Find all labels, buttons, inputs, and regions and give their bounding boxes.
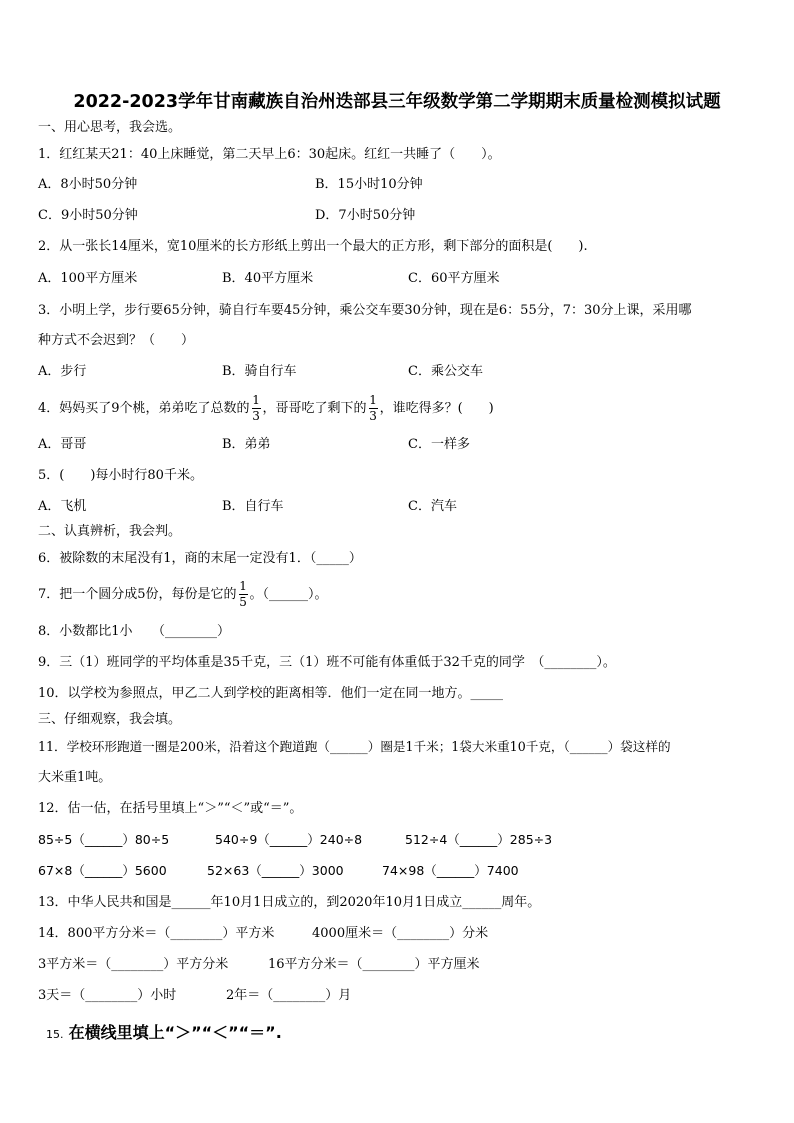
question-15: [46, 1022, 282, 1046]
fraction-one-fifth: [239, 580, 248, 609]
q12-expr-1: 85÷5（______）80÷5: [38, 832, 170, 847]
q12-expr-6: 74×98（______）7400: [382, 863, 519, 878]
q4-text-part-1: 4．妈妈买了9个桃，弟弟吃了总数的: [38, 401, 250, 416]
q1-option-d: D．7小时50分钟: [315, 208, 416, 223]
question-12: 12．估一估，在括号里填上“＞”“＜”或“＝”。: [38, 801, 303, 816]
question-11-line-1: 11．学校环形跑道一圈是200米，沿着这个跑道跑（______）圈是1千米；1袋大米重10千克，（______）袋这样的: [38, 739, 671, 754]
question-11-line-2: 大米重1吨。: [38, 770, 112, 785]
q3-option-a: A．步行: [38, 364, 87, 379]
q15-number: 15.: [46, 1028, 64, 1041]
q4-option-b: B．弟弟: [222, 437, 271, 452]
q12-expr-5: 52×63（______）3000: [207, 863, 344, 878]
question-8: 8．小数都比1小 （________）: [38, 624, 231, 639]
fraction-numerator: 1: [239, 579, 247, 593]
fraction-one-third-b: [369, 394, 378, 423]
fraction-numerator: 1: [369, 393, 377, 407]
q12-expr-2: 540÷9（______）240÷8: [215, 832, 363, 847]
q4-text-part-2: ，哥哥吃了剩下的: [262, 401, 367, 416]
fraction-numerator: 1: [252, 393, 260, 407]
question-13: 13．中华人民共和国是______年10月1日成立的，到2020年10月1日成立______周年。: [38, 895, 541, 910]
q14-item-1: 14．800平方分米＝（________）平方米: [38, 926, 275, 941]
question-7: [38, 577, 328, 613]
q1-option-c: C．9小时50分钟: [38, 208, 138, 223]
question-1: 1．红红某天21：40上床睡觉，第二天早上6：30起床。红红一共睡了（ ）。: [38, 147, 501, 162]
q12-expr-4: 67×8（______）5600: [38, 863, 167, 878]
q14-item-2: 4000厘米＝（________）分米: [312, 926, 489, 941]
question-4: [38, 392, 494, 426]
fraction-denominator: 3: [369, 409, 377, 423]
question-10: 10．以学校为参照点，甲乙二人到学校的距离相等．他们一定在同一地方。_____: [38, 686, 504, 701]
question-3-line-1: 3．小明上学，步行要65分钟，骑自行车要45分钟，乘公交车要30分钟，现在是6：55分，7：30分上课，采用哪: [38, 303, 692, 318]
question-2: 2．从一张长14厘米，宽10厘米的长方形纸上剪出一个最大的正方形，剩下部分的面积是( ).: [38, 239, 588, 254]
q4-option-a: A．哥哥: [38, 437, 87, 452]
section-3-heading: 三、仔细观察，我会填。: [38, 712, 182, 727]
q5-option-a: A．飞机: [38, 499, 87, 514]
question-9: 9．三（1）班同学的平均体重是35千克，三（1）班不可能有体重低于32千克的同学 （________）。: [38, 655, 616, 670]
question-6: 6．被除数的末尾没有1，商的末尾一定没有1．（_____）: [38, 551, 362, 566]
q1-option-a: A．8小时50分钟: [38, 177, 138, 192]
q1-option-b: B．15小时10分钟: [315, 177, 423, 192]
q2-option-c: C．60平方厘米: [408, 271, 500, 286]
q5-option-c: C．汽车: [408, 499, 457, 514]
q14-item-5: 3天＝（________）小时: [38, 988, 177, 1003]
q14-item-4: 16平方分米＝（________）平方厘米: [268, 957, 480, 972]
q2-option-a: A．100平方厘米: [38, 271, 138, 286]
question-3-line-2: 种方式不会迟到？（ ）: [38, 333, 195, 348]
q2-option-b: B．40平方厘米: [222, 271, 314, 286]
q7-text-part-2: 。（______）。: [249, 587, 328, 602]
q15-text: 在横线里填上“＞”“＜”“＝”.: [68, 1023, 282, 1042]
q12-expr-3: 512÷4（______）285÷3: [405, 832, 553, 847]
section-2-heading: 二、认真辨析，我会判。: [38, 524, 182, 539]
page-title: 2022-2023学年甘南藏族自治州迭部县三年级数学第二学期期末质量检测模拟试题: [73, 92, 721, 112]
q14-item-3: 3平方米＝（________）平方分米: [38, 957, 229, 972]
fraction-denominator: 5: [239, 595, 247, 609]
q3-option-c: C．乘公交车: [408, 364, 483, 379]
fraction-one-third-a: [252, 394, 261, 423]
q3-option-b: B．骑自行车: [222, 364, 297, 379]
q14-item-6: 2年＝（________）月: [226, 988, 352, 1003]
section-1-heading: 一、用心思考，我会选。: [38, 120, 182, 135]
question-5: 5．( )每小时行80千米。: [38, 468, 203, 483]
fraction-denominator: 3: [252, 409, 260, 423]
q4-text-part-3: ，谁吃得多？( ): [379, 401, 494, 416]
q5-option-b: B．自行车: [222, 499, 284, 514]
q4-option-c: C．一样多: [408, 437, 470, 452]
q7-text-part-1: 7．把一个圆分成5份，每份是它的: [38, 587, 237, 602]
